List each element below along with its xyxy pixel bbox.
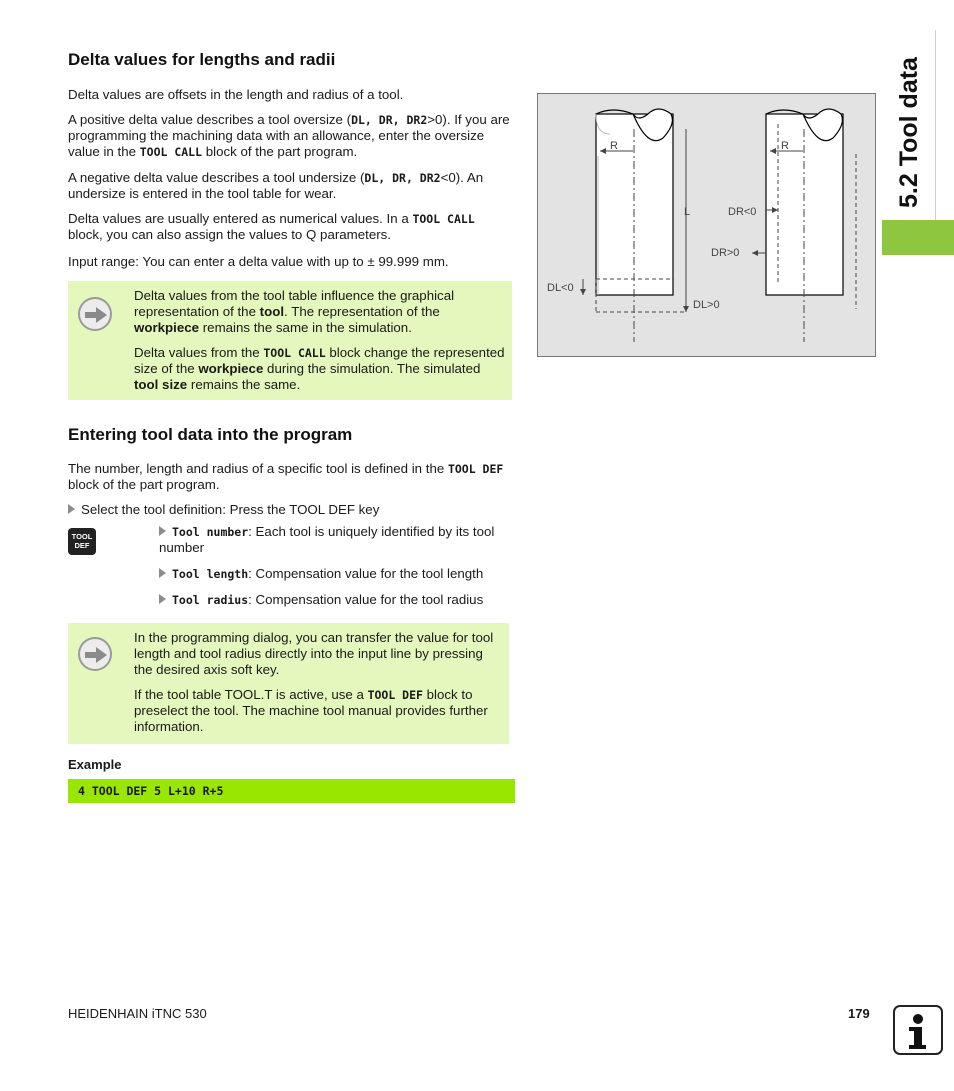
paragraph: A positive delta value describes a tool oversize (DL, DR, DR2>0). If you are programming the machining data with an allowance, enter the oversize value in the TOOL CALL block of the part program.: [68, 112, 510, 159]
tool-delta-figure: [537, 93, 876, 357]
bullet-triangle-icon: [159, 594, 166, 604]
bullet-triangle-icon: [68, 504, 75, 514]
paragraph: The number, length and radius of a specific tool is defined in the TOOL DEF block of the part program.: [68, 461, 504, 492]
note-paragraph: Delta values from the TOOL CALL block change the represented size of the workpiece during the simulation. The simulated tool size remains the same.: [134, 345, 505, 392]
arrow-right-icon: [78, 297, 112, 331]
label-dl-neg: DL<0: [547, 282, 574, 294]
paragraph: Delta values are usually entered as numerical values. In a TOOL CALL block, you can also assign the values to Q parameters.: [68, 211, 475, 242]
bullet-triangle-icon: [159, 526, 166, 536]
note-box: [68, 281, 512, 400]
arrow-right-icon: [78, 637, 112, 671]
list-item: Tool radius: Compensation value for the tool radius: [159, 592, 514, 608]
label-r-right: R: [781, 140, 789, 152]
code-line: 4 TOOL DEF 5 L+10 R+5: [78, 784, 224, 798]
note-paragraph: In the programming dialog, you can transfer the value for tool length and tool radius directly into the input line by pressing the desired axis soft key.: [134, 630, 494, 677]
tool-def-key-icon[interactable]: TOOL DEF: [68, 528, 96, 555]
step-instruction: Select the tool definition: Press the TOOL DEF key: [68, 502, 513, 518]
section-heading-entering-tool-data: Entering tool data into the program: [68, 425, 353, 444]
paragraph: A negative delta value describes a tool undersize (DL, DR, DR2<0). An undersize is entered in the tool table for wear.: [68, 170, 484, 201]
info-icon: [893, 1005, 943, 1055]
section-heading-delta-values: Delta values for lengths and radii: [68, 50, 336, 69]
tool-diagram: [538, 94, 875, 356]
bullet-triangle-icon: [159, 568, 166, 578]
note-paragraph: If the tool table TOOL.T is active, use a TOOL DEF block to preselect the tool. The machine tool manual provides further information.: [134, 687, 488, 734]
label-l: L: [684, 206, 691, 218]
page-number: 179: [848, 1006, 870, 1021]
label-dr-neg: DR<0: [728, 206, 757, 218]
paragraph: Delta values are offsets in the length and radius of a tool.: [68, 87, 404, 102]
label-dr-pos: DR>0: [711, 247, 740, 259]
note-box: [68, 623, 509, 744]
footer-product: HEIDENHAIN iTNC 530: [68, 1006, 207, 1021]
code-example: [68, 779, 515, 803]
note-paragraph: Delta values from the tool table influence the graphical representation of the tool. The representation of the workpiece remains the same in the simulation.: [134, 288, 455, 335]
list-item: Tool number: Each tool is uniquely identified by its tool number: [159, 524, 495, 555]
label-dl-pos: DL>0: [693, 299, 720, 311]
example-label: Example: [68, 757, 122, 772]
list-item: Tool length: Compensation value for the tool length: [159, 566, 514, 582]
chapter-title: 5.2 Tool data: [895, 57, 923, 208]
paragraph: Input range: You can enter a delta value with up to ± 99.999 mm.: [68, 254, 449, 269]
chapter-tab: [882, 220, 954, 255]
label-r-left: R: [610, 140, 618, 152]
